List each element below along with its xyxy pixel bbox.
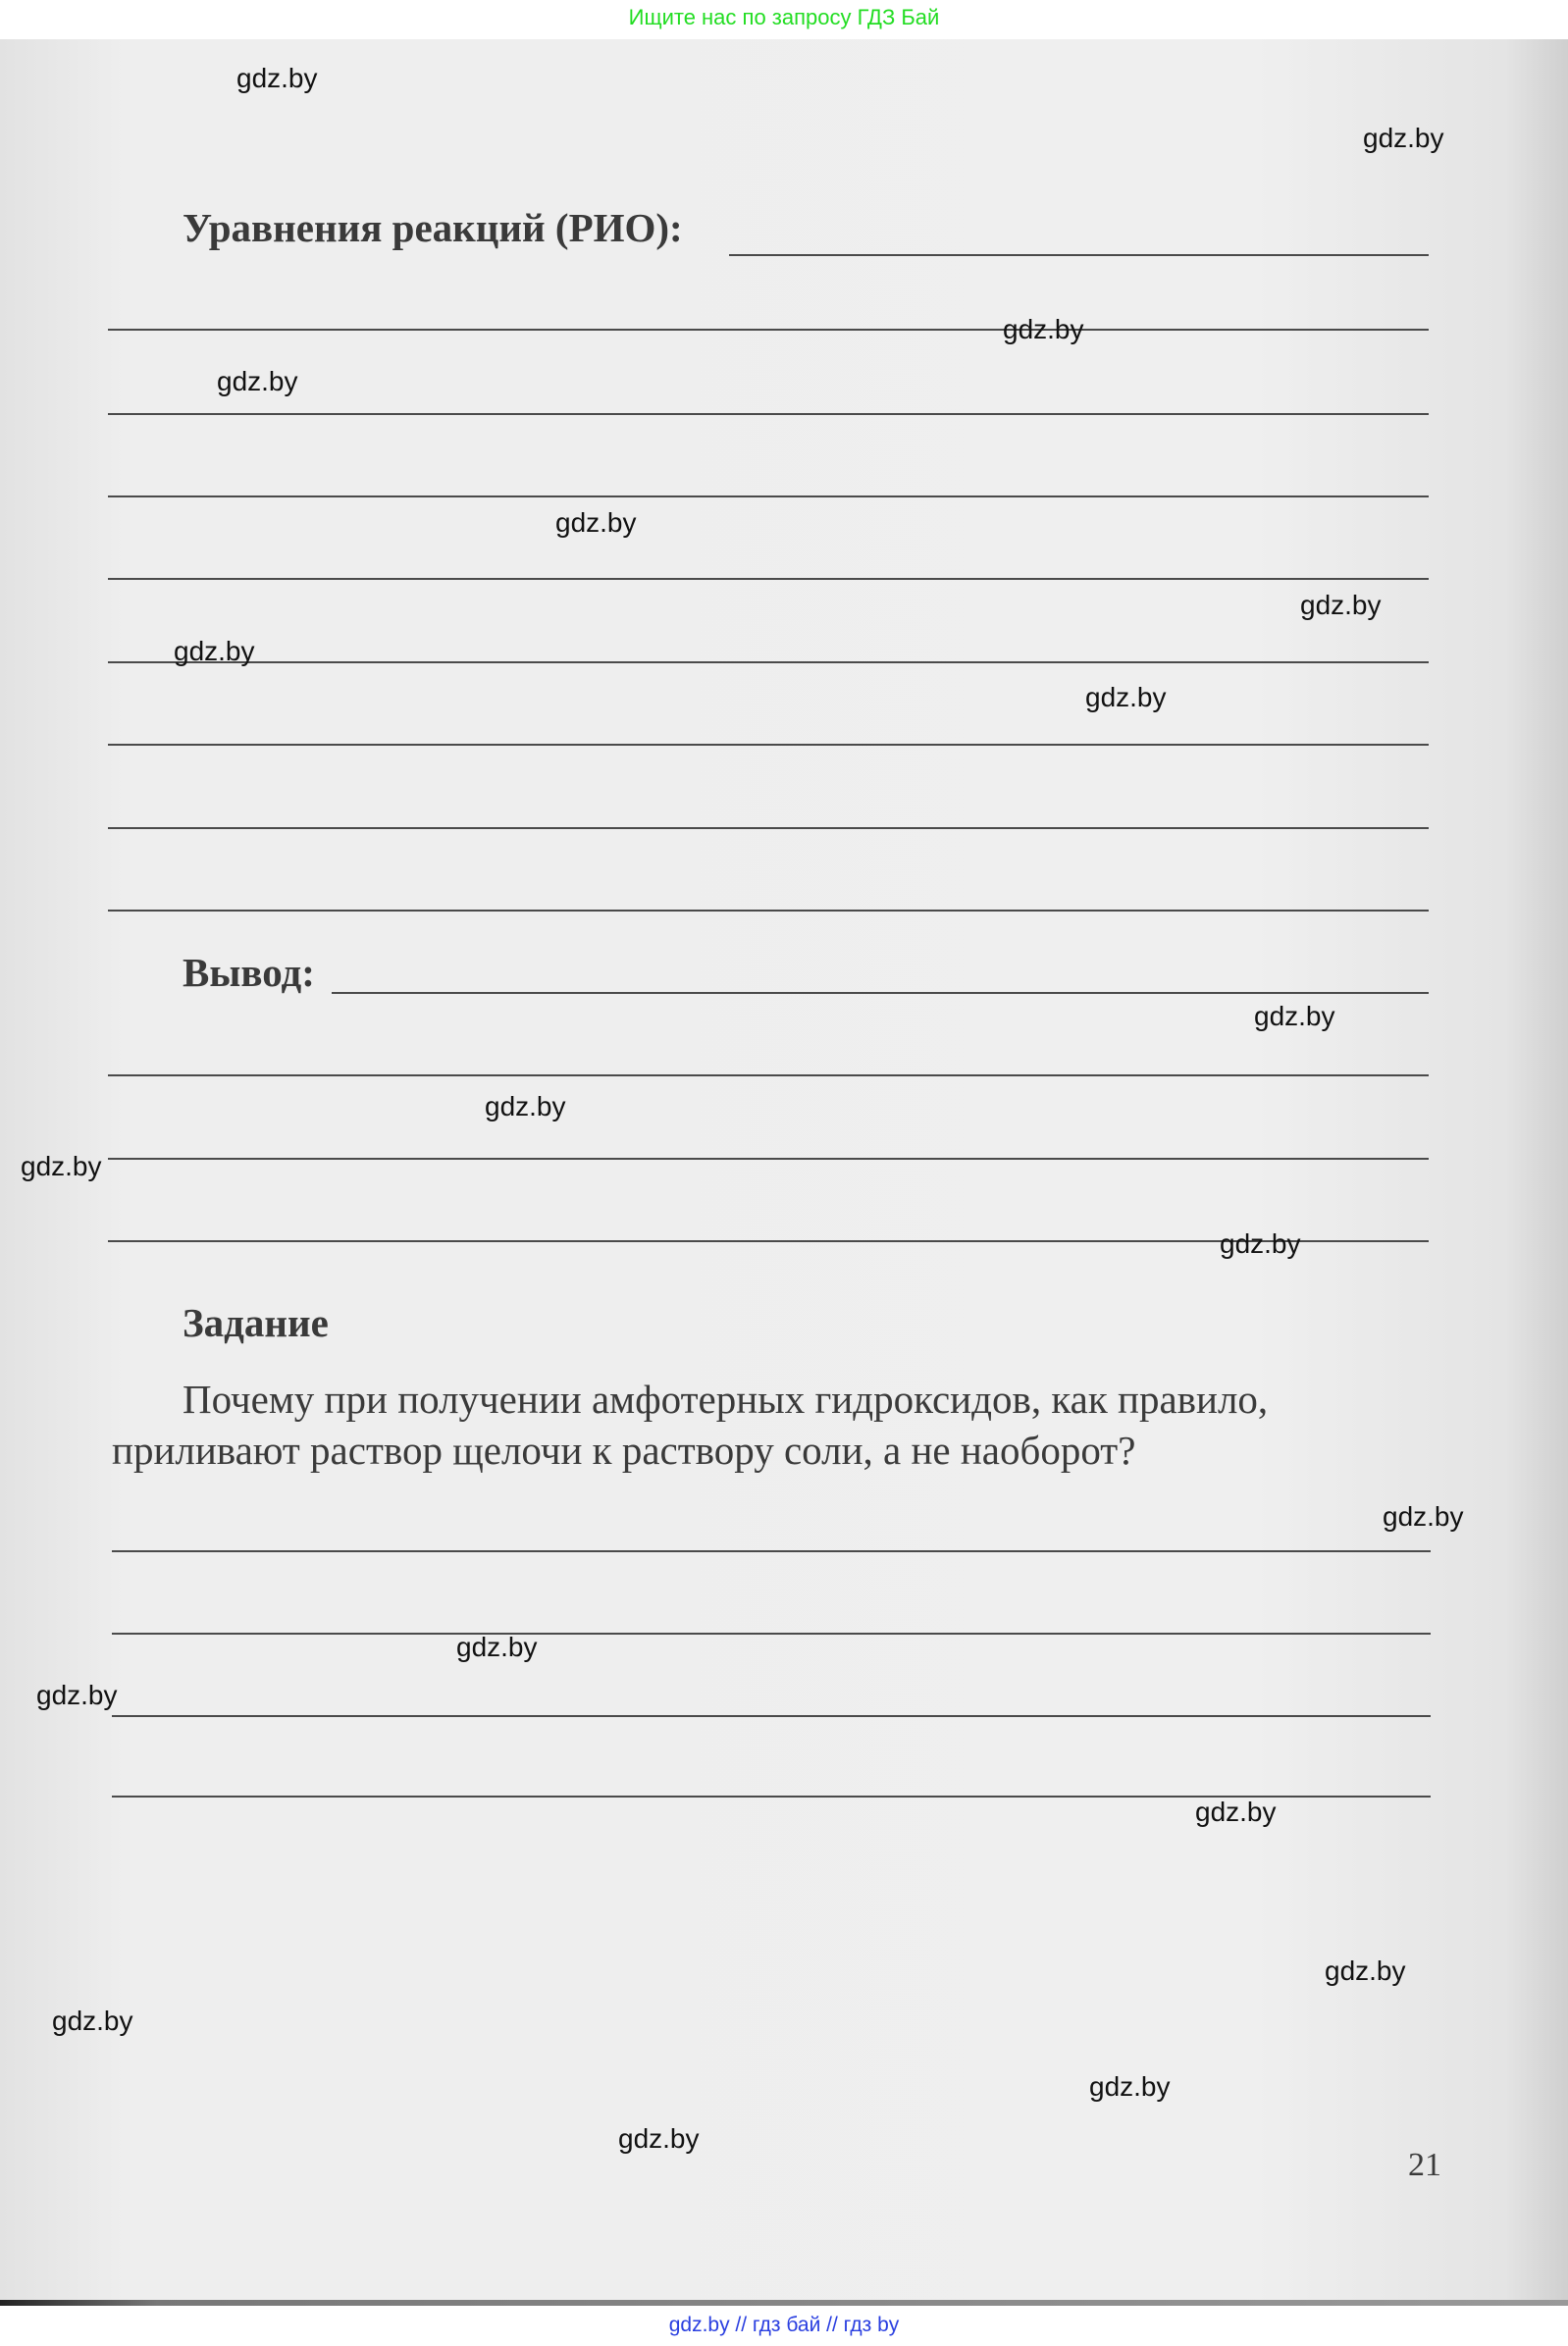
page-number: 21 — [1408, 2147, 1441, 2183]
answer-line — [108, 578, 1429, 580]
answer-line — [108, 827, 1429, 829]
conclusion-heading: Вывод: — [183, 950, 315, 995]
answer-line — [108, 910, 1429, 912]
watermark: gdz.by — [456, 1632, 538, 1662]
footer-links[interactable]: gdz.by // гдз бай // гдз by — [668, 2314, 900, 2336]
task-text-line-1: Почему при получении амфотерных гидроксидов, как правило, — [183, 1377, 1269, 1422]
answer-line — [112, 1633, 1431, 1635]
answer-line — [108, 1074, 1429, 1076]
watermark: gdz.by — [485, 1091, 566, 1121]
answer-line — [108, 413, 1429, 415]
watermark: gdz.by — [1089, 2071, 1171, 2102]
watermark: gdz.by — [1363, 123, 1444, 153]
watermark: gdz.by — [1254, 1001, 1335, 1031]
watermark: gdz.by — [36, 1680, 118, 1710]
answer-line — [108, 495, 1429, 497]
watermark: gdz.by — [1085, 682, 1167, 712]
answer-line — [112, 1715, 1431, 1717]
equations-heading: Уравнения реакций (РИО): — [183, 205, 683, 250]
workbook-page — [0, 39, 1568, 2306]
watermark: gdz.by — [174, 636, 255, 666]
watermark: gdz.by — [52, 2006, 133, 2036]
top-banner[interactable]: Ищите нас по запросу ГДЗ Бай — [628, 5, 940, 29]
answer-line — [108, 744, 1429, 746]
task-text-line-2: приливают раствор щелочи к раствору соли, а не наоборот? — [112, 1428, 1136, 1473]
watermark: gdz.by — [1195, 1797, 1277, 1827]
watermark: gdz.by — [1300, 590, 1382, 620]
watermark: gdz.by — [555, 507, 637, 538]
answer-line — [112, 1550, 1431, 1552]
answer-line — [108, 1158, 1429, 1160]
watermark: gdz.by — [21, 1151, 102, 1181]
answer-line — [729, 254, 1429, 256]
watermark: gdz.by — [1003, 314, 1084, 344]
answer-line — [108, 329, 1429, 331]
answer-line — [108, 661, 1429, 663]
watermark: gdz.by — [1325, 1955, 1406, 1986]
task-heading: Задание — [183, 1300, 329, 1345]
watermark: gdz.by — [1383, 1501, 1464, 1532]
watermark: gdz.by — [618, 2123, 700, 2154]
watermark: gdz.by — [236, 63, 318, 93]
answer-line — [332, 992, 1429, 994]
watermark: gdz.by — [1220, 1228, 1301, 1259]
watermark: gdz.by — [217, 366, 298, 396]
